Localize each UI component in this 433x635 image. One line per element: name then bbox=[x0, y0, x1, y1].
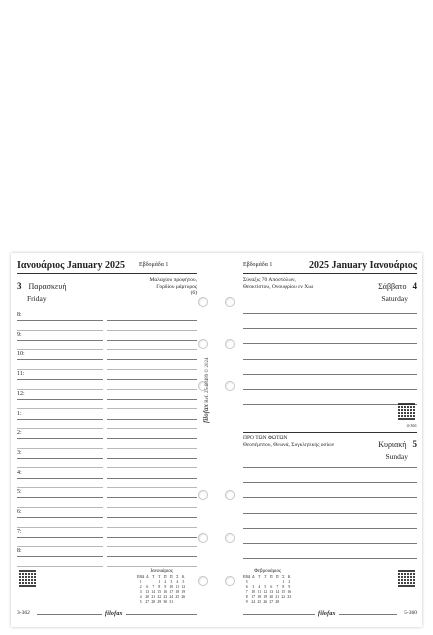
mini-calendar-day: 9 bbox=[288, 585, 291, 589]
sunday-saint-note bbox=[243, 435, 334, 448]
hour-line[interactable] bbox=[107, 320, 197, 321]
hour-line[interactable] bbox=[17, 458, 103, 459]
half-hour-line[interactable] bbox=[107, 467, 197, 468]
ring-hole bbox=[225, 381, 235, 391]
mini-calendar-day: 2 bbox=[164, 580, 167, 584]
ring-hole bbox=[225, 339, 235, 349]
mini-calendar-week-number: 1 bbox=[139, 580, 142, 584]
sunday-day-name-en: Sunday bbox=[385, 452, 408, 461]
mini-calendar-weekday: ΕΒΔ bbox=[137, 575, 145, 579]
hour-line[interactable] bbox=[17, 478, 103, 479]
mini-calendar-day: 13 bbox=[269, 590, 274, 594]
mini-calendar-weekday: Π bbox=[275, 575, 279, 579]
hour-label: 2: bbox=[17, 430, 22, 437]
half-hour-line[interactable] bbox=[107, 527, 197, 528]
saturday-saint-note bbox=[243, 277, 313, 290]
half-hour-line[interactable] bbox=[107, 546, 197, 547]
mini-calendar-day: 15 bbox=[157, 590, 162, 594]
mini-calendar-day: 19 bbox=[181, 590, 186, 594]
half-hour-line[interactable] bbox=[17, 389, 103, 390]
mini-calendar-day: 4 bbox=[258, 585, 261, 589]
sunday-day-number: 5 bbox=[412, 439, 417, 449]
mini-calendar-day: 27 bbox=[145, 600, 150, 604]
saturday-day-block bbox=[378, 276, 417, 303]
mini-calendar-weekday: Τ bbox=[264, 575, 267, 579]
hour-line[interactable] bbox=[107, 497, 197, 498]
hour-line[interactable] bbox=[107, 419, 197, 420]
hour-line[interactable] bbox=[107, 399, 197, 400]
half-hour-line[interactable] bbox=[17, 507, 103, 508]
writing-line[interactable] bbox=[243, 328, 417, 329]
mini-calendar-day: 22 bbox=[281, 595, 286, 599]
half-hour-line[interactable] bbox=[17, 349, 103, 350]
sunday-day-block bbox=[378, 434, 417, 461]
writing-line[interactable] bbox=[243, 389, 417, 390]
mini-calendar-day: 25 bbox=[175, 595, 180, 599]
mini-calendar-day: 10 bbox=[169, 585, 174, 589]
saturday-day-name-en: Saturday bbox=[381, 294, 408, 303]
hour-line[interactable] bbox=[107, 458, 197, 459]
mini-calendar-day: 8 bbox=[282, 585, 285, 589]
hour-label: 11: bbox=[17, 371, 25, 378]
mini-calendar-weekday: ΕΒΔ bbox=[243, 575, 251, 579]
saturday-day-number: 4 bbox=[412, 281, 417, 291]
mini-calendar-week-number: 9 bbox=[245, 600, 248, 604]
hour-line[interactable] bbox=[107, 438, 197, 439]
hour-label: 3: bbox=[17, 449, 22, 456]
ring-hole bbox=[225, 490, 235, 500]
hour-label: 7: bbox=[17, 528, 22, 535]
mini-calendar-day: 3 bbox=[252, 585, 255, 589]
diary-sheet bbox=[11, 253, 422, 627]
spine-brand: filofax bbox=[202, 403, 210, 423]
writing-line[interactable] bbox=[243, 467, 417, 468]
hour-label: 8: bbox=[17, 548, 22, 555]
mini-calendar-weekday: Δ bbox=[252, 575, 255, 579]
hour-line[interactable] bbox=[107, 340, 197, 341]
mini-calendar-day: 27 bbox=[269, 600, 274, 604]
half-hour-line[interactable] bbox=[17, 448, 103, 449]
left-mini-calendar-title: Ιανουάριος bbox=[150, 569, 173, 574]
hour-line[interactable] bbox=[17, 438, 103, 439]
mini-calendar-day: 16 bbox=[287, 590, 292, 594]
writing-line[interactable] bbox=[243, 404, 417, 405]
mini-calendar-day: 9 bbox=[164, 585, 167, 589]
saturday-saint-line1: Σύναξις 70 Αποστόλων, bbox=[243, 277, 296, 283]
hour-line[interactable] bbox=[17, 517, 103, 518]
mini-calendar-weekday: Π bbox=[269, 575, 273, 579]
mini-calendar-day: 23 bbox=[163, 595, 168, 599]
mini-calendar-day: 20 bbox=[145, 595, 150, 599]
hour-line[interactable] bbox=[17, 340, 103, 341]
saturday-count: 4-361 bbox=[406, 423, 417, 428]
left-day-name-gr: Παρασκευή bbox=[28, 282, 67, 291]
mini-calendar-day: 16 bbox=[163, 590, 168, 594]
half-hour-line[interactable] bbox=[17, 428, 103, 429]
mini-calendar-week-number: 6 bbox=[245, 585, 248, 589]
mini-calendar-day: 4 bbox=[176, 580, 179, 584]
mini-calendar-day: 2 bbox=[288, 580, 291, 584]
mini-calendar-day: 26 bbox=[181, 595, 186, 599]
right-month-label: 2025 January Ιανουάριος bbox=[309, 260, 417, 271]
mini-calendar-day: 23 bbox=[287, 595, 292, 599]
ring-hole bbox=[198, 576, 208, 586]
right-header bbox=[243, 259, 417, 274]
right-footer-number: 5-360 bbox=[404, 610, 417, 616]
half-hour-line[interactable] bbox=[17, 566, 103, 567]
writing-line[interactable] bbox=[243, 359, 417, 360]
mini-calendar-weekday: Τ bbox=[158, 575, 161, 579]
mini-calendar-day: 1 bbox=[282, 580, 285, 584]
mini-calendar-day: 24 bbox=[251, 600, 256, 604]
ring-hole bbox=[225, 533, 235, 543]
left-saint-line1: Μαλαχίου προφήτου, bbox=[149, 277, 197, 283]
right-brand: filofax bbox=[315, 611, 339, 617]
left-week-label: Εβδομάδα 1 bbox=[139, 262, 169, 268]
mini-calendar-day: 12 bbox=[181, 585, 186, 589]
left-brand: filofax bbox=[102, 611, 126, 617]
left-day-name-en: Friday bbox=[27, 294, 47, 303]
mini-calendar-day: 30 bbox=[163, 600, 168, 604]
mini-calendar-week-number: 2 bbox=[139, 585, 142, 589]
left-mini-calendar-grid bbox=[137, 575, 186, 605]
half-hour-line[interactable] bbox=[107, 389, 197, 390]
mini-calendar-week-number: 8 bbox=[245, 595, 248, 599]
mini-calendar-day: 25 bbox=[257, 600, 262, 604]
mini-calendar-day: 28 bbox=[151, 600, 156, 604]
hour-label: 6: bbox=[17, 509, 22, 515]
ring-hole bbox=[225, 297, 235, 307]
mini-calendar-day: 8 bbox=[158, 585, 161, 589]
hour-line[interactable] bbox=[17, 379, 103, 380]
sunday-day-name-gr: Κυριακή bbox=[378, 440, 407, 449]
hour-label: 5: bbox=[17, 489, 22, 496]
ring-hole bbox=[198, 490, 208, 500]
left-footer-number: 3-362 bbox=[17, 610, 30, 616]
hour-line[interactable] bbox=[107, 478, 197, 479]
hour-line[interactable] bbox=[107, 537, 197, 538]
half-hour-line[interactable] bbox=[107, 408, 197, 409]
mini-calendar-weekday: Π bbox=[163, 575, 167, 579]
hour-label: 4: bbox=[17, 469, 22, 476]
hour-label: 9: bbox=[17, 331, 22, 338]
hour-line[interactable] bbox=[17, 320, 103, 321]
half-hour-line[interactable] bbox=[107, 566, 197, 567]
writing-line[interactable] bbox=[243, 313, 417, 314]
mini-calendar-day: 21 bbox=[275, 595, 280, 599]
left-day-block bbox=[17, 276, 97, 303]
right-mini-calendar-grid bbox=[243, 575, 292, 605]
left-qr-code bbox=[19, 570, 36, 587]
mini-calendar-day: 31 bbox=[169, 600, 174, 604]
mini-calendar-day: 18 bbox=[257, 595, 262, 599]
right-page bbox=[243, 253, 417, 627]
mini-calendar-day: 14 bbox=[275, 590, 280, 594]
half-hour-line[interactable] bbox=[107, 487, 197, 488]
hour-label: 8: bbox=[17, 312, 22, 318]
left-saint-note bbox=[150, 277, 197, 297]
half-hour-line[interactable] bbox=[17, 408, 103, 409]
half-hour-line[interactable] bbox=[17, 369, 103, 370]
right-qr-code bbox=[398, 570, 415, 587]
day-divider bbox=[243, 432, 417, 433]
mini-calendar-day: 19 bbox=[263, 595, 268, 599]
mini-calendar-weekday: Τ bbox=[258, 575, 261, 579]
writing-line[interactable] bbox=[243, 374, 417, 375]
sunday-saint-line1: ΠΡΟ ΤΩΝ ΦΩΤΩΝ bbox=[243, 435, 288, 441]
right-mini-calendar bbox=[243, 569, 292, 605]
half-hour-line[interactable] bbox=[17, 527, 103, 528]
mini-calendar-weekday: Τ bbox=[152, 575, 155, 579]
mini-calendar-week-number: 7 bbox=[245, 590, 248, 594]
mini-calendar-day: 13 bbox=[145, 590, 150, 594]
mini-calendar-day bbox=[180, 600, 186, 605]
half-hour-line[interactable] bbox=[107, 369, 197, 370]
mini-calendar-day: 7 bbox=[152, 585, 155, 589]
mini-calendar-week-number: 4 bbox=[139, 595, 142, 599]
mini-calendar-day: 17 bbox=[251, 595, 256, 599]
ring-hole bbox=[198, 533, 208, 543]
hour-line[interactable] bbox=[17, 399, 103, 400]
writing-line[interactable] bbox=[243, 543, 417, 544]
mini-calendar-day: 14 bbox=[151, 590, 156, 594]
half-hour-line[interactable] bbox=[17, 330, 103, 331]
mini-calendar-day: 5 bbox=[182, 580, 185, 584]
writing-line[interactable] bbox=[243, 558, 417, 559]
mini-calendar-day: 11 bbox=[257, 590, 262, 594]
mini-calendar-day: 6 bbox=[146, 585, 149, 589]
mini-calendar-day: 29 bbox=[157, 600, 162, 604]
saturday-day-name-gr: Σάββατο bbox=[378, 282, 407, 291]
half-hour-line[interactable] bbox=[107, 349, 197, 350]
left-day-number: 3 bbox=[17, 281, 22, 291]
mini-calendar-day bbox=[286, 600, 292, 605]
left-saint-line2: Γορδίου μάρτυρος bbox=[156, 283, 197, 290]
mini-calendar-day: 7 bbox=[276, 585, 279, 589]
hour-line[interactable] bbox=[17, 359, 103, 360]
left-mini-calendar bbox=[137, 569, 186, 605]
hour-label: 1: bbox=[17, 410, 22, 417]
hour-line[interactable] bbox=[17, 556, 103, 557]
hour-line[interactable] bbox=[107, 556, 197, 557]
saturday-qr-code bbox=[398, 403, 415, 420]
mini-calendar-day: 17 bbox=[169, 590, 174, 594]
half-hour-line[interactable] bbox=[107, 448, 197, 449]
hour-label: 10: bbox=[17, 351, 25, 358]
hour-line[interactable] bbox=[17, 537, 103, 538]
mini-calendar-day: 6 bbox=[270, 585, 273, 589]
mini-calendar-day: 12 bbox=[263, 590, 268, 594]
spine-copyright: © 2024 bbox=[205, 357, 210, 373]
half-hour-line[interactable] bbox=[17, 487, 103, 488]
hour-line[interactable] bbox=[107, 379, 197, 380]
hour-line[interactable] bbox=[107, 359, 197, 360]
mini-calendar-day: 21 bbox=[151, 595, 156, 599]
mini-calendar-weekday: Σ bbox=[282, 575, 285, 579]
ring-hole bbox=[225, 576, 235, 586]
mini-calendar-day: 5 bbox=[264, 585, 267, 589]
mini-calendar-day: 11 bbox=[175, 585, 180, 589]
ring-hole bbox=[198, 339, 208, 349]
writing-line[interactable] bbox=[243, 528, 417, 529]
hour-line[interactable] bbox=[17, 419, 103, 420]
spine-ref: Ref. 25-68489 bbox=[205, 373, 210, 403]
mini-calendar-weekday: Π bbox=[169, 575, 173, 579]
spine-text bbox=[202, 357, 210, 423]
half-hour-line[interactable] bbox=[17, 546, 103, 547]
mini-calendar-week-number: 3 bbox=[139, 590, 142, 594]
mini-calendar-weekday: Δ bbox=[146, 575, 149, 579]
left-page bbox=[17, 253, 197, 627]
mini-calendar-day: 20 bbox=[269, 595, 274, 599]
mini-calendar-weekday: Κ bbox=[181, 575, 185, 579]
mini-calendar-week-number: 5 bbox=[245, 580, 248, 584]
saturday-saint-line2: Θεοκτίστου, Ονουφρίου εν Χιω bbox=[243, 283, 314, 290]
mini-calendar-day: 1 bbox=[158, 580, 161, 584]
mini-calendar-day: 18 bbox=[175, 590, 180, 594]
mini-calendar-day: 22 bbox=[157, 595, 162, 599]
writing-line[interactable] bbox=[243, 482, 417, 483]
mini-calendar-day: 26 bbox=[263, 600, 268, 604]
mini-calendar-week-number: 5 bbox=[139, 600, 142, 604]
mini-calendar-day: 28 bbox=[275, 600, 280, 604]
writing-line[interactable] bbox=[243, 513, 417, 514]
left-header bbox=[17, 259, 197, 274]
writing-line[interactable] bbox=[243, 343, 417, 344]
mini-calendar-day: 3 bbox=[170, 580, 173, 584]
mini-calendar-day: 10 bbox=[251, 590, 256, 594]
half-hour-line[interactable] bbox=[17, 467, 103, 468]
writing-line[interactable] bbox=[243, 497, 417, 498]
half-hour-line[interactable] bbox=[107, 507, 197, 508]
sunday-saint-line2: Θεοπέμπτου, Θεωνά, Συγκλητικής οσίων bbox=[243, 441, 335, 448]
ring-hole bbox=[198, 297, 208, 307]
mini-calendar-day: 15 bbox=[281, 590, 286, 594]
left-month-label: Ιανουάριος January 2025 bbox=[17, 260, 125, 271]
hour-label: 12: bbox=[17, 390, 25, 397]
right-week-label: Εβδομάδα 1 bbox=[243, 262, 273, 268]
right-mini-calendar-title: Φεβρουάριος bbox=[254, 569, 281, 574]
hour-line[interactable] bbox=[107, 517, 197, 518]
hour-line[interactable] bbox=[17, 497, 103, 498]
half-hour-line[interactable] bbox=[107, 330, 197, 331]
mini-calendar-day: 24 bbox=[169, 595, 174, 599]
half-hour-line[interactable] bbox=[107, 428, 197, 429]
mini-calendar-weekday: Κ bbox=[287, 575, 291, 579]
mini-calendar-weekday: Σ bbox=[176, 575, 179, 579]
left-saint-line3: (6) bbox=[190, 290, 197, 296]
